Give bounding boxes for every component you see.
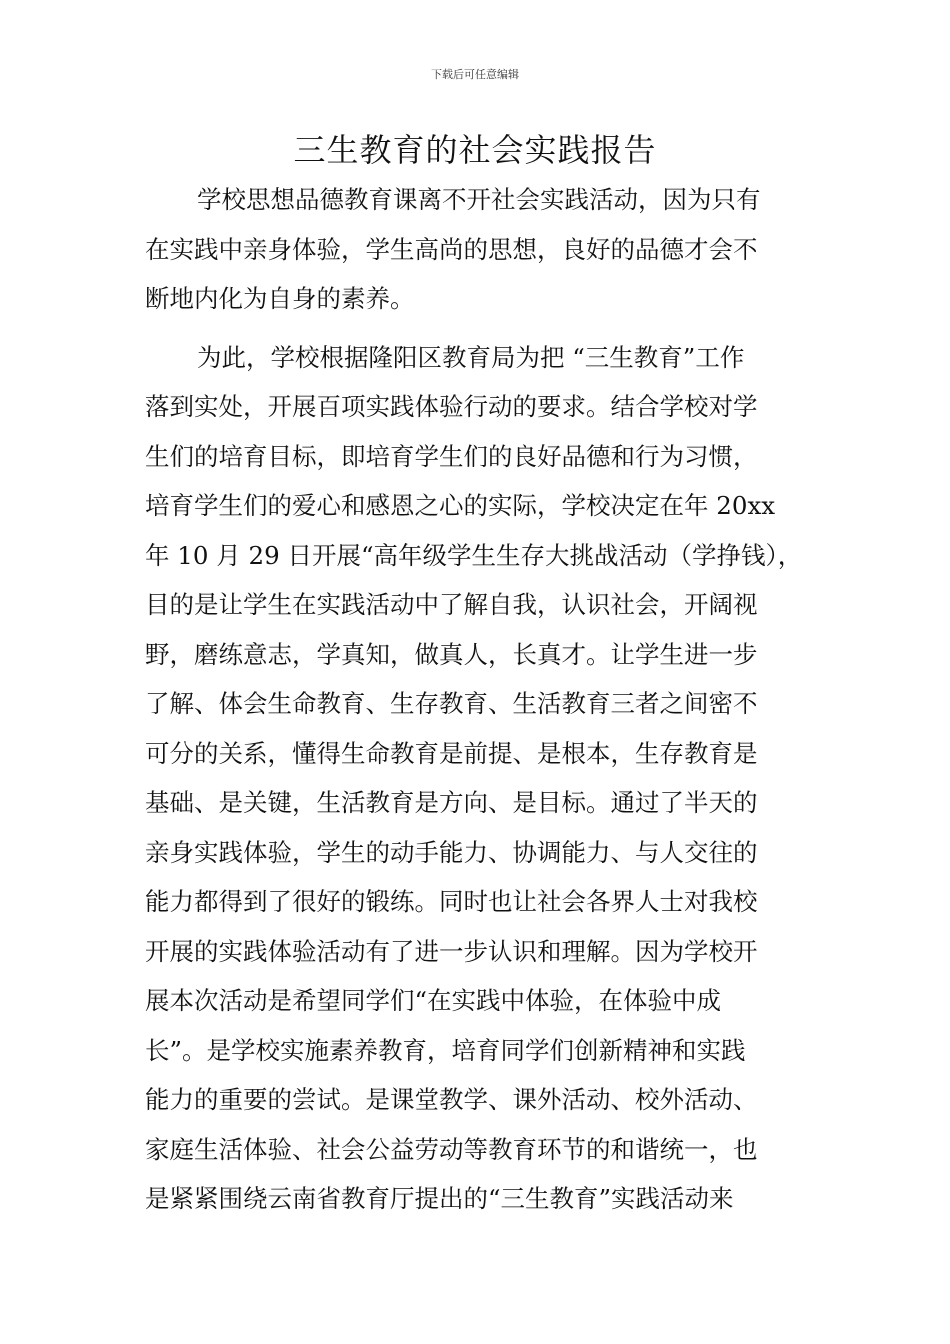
text-line: 落到实处，开展百项实践体验行动的要求。结合学校对学	[145, 392, 758, 421]
text-line: 可分的关系，懂得生命教育是前提、是根本，生存教育是	[145, 738, 758, 768]
text-line: 学校思想品德教育课离不开社会实践活动，因为只有	[197, 185, 761, 214]
text-line: 在实践中亲身体验，学生高尚的思想，良好的品德才会不	[145, 234, 758, 264]
text-line: 野，磨练意志，学真知，做真人，长真才。让学生进一步	[145, 639, 758, 669]
text-line: 目的是让学生在实践活动中了解自我，认识社会，开阔视	[145, 590, 758, 619]
text-line: 了解、体会生命教育、生存教育、生活教育三者之间密不	[145, 689, 758, 718]
text-line: 开展的实践体验活动有了进一步认识和理解。因为学校开	[145, 936, 758, 966]
text-line: 年 10 月 29 日开展“高年级学生生存大挑战活动（学挣钱），	[145, 540, 803, 570]
text-line: 培育学生们的爱心和感恩之心的实际，学校决定在年 20xx	[145, 491, 776, 520]
text-line: 长”。是学校实施素养教育，培育同学们创新精神和实践	[145, 1035, 746, 1065]
text-line: 基础、是关键，生活教育是方向、是目标。通过了半天的	[145, 788, 758, 817]
document-title: 三生教育的社会实践报告	[293, 131, 657, 169]
text-line: 亲身实践体验，学生的动手能力、协调能力、与人交往的	[145, 837, 758, 867]
text-line: 家庭生活体验、社会公益劳动等教育环节的和谐统一，也	[145, 1134, 758, 1164]
header-note: 下载后可任意编辑	[431, 68, 519, 81]
document-body	[145, 181, 810, 1279]
text-line: 断地内化为自身的素养。	[145, 284, 415, 313]
text-line: 是紧紧围绕云南省教育厅提出的“三生教育”实践活动来	[145, 1184, 734, 1213]
text-line: 展本次活动是希望同学们“在实践中体验，在体验中成	[145, 986, 722, 1015]
paragraph-1	[145, 181, 810, 330]
paragraph-gap	[145, 330, 810, 339]
text-line: 为此，学校根据隆阳区教育局为把 “三生教育”工作	[197, 342, 745, 372]
text-line: 能力的重要的尝试。是课堂教学、课外活动、校外活动、	[145, 1085, 758, 1114]
text-line: 生们的培育目标，即培育学生们的良好品德和行为习惯，	[145, 441, 758, 471]
text-line	[145, 1230, 810, 1280]
text-line: 能力都得到了很好的锻练。同时也让社会各界人士对我校	[145, 887, 758, 916]
paragraph-2	[145, 339, 810, 1280]
